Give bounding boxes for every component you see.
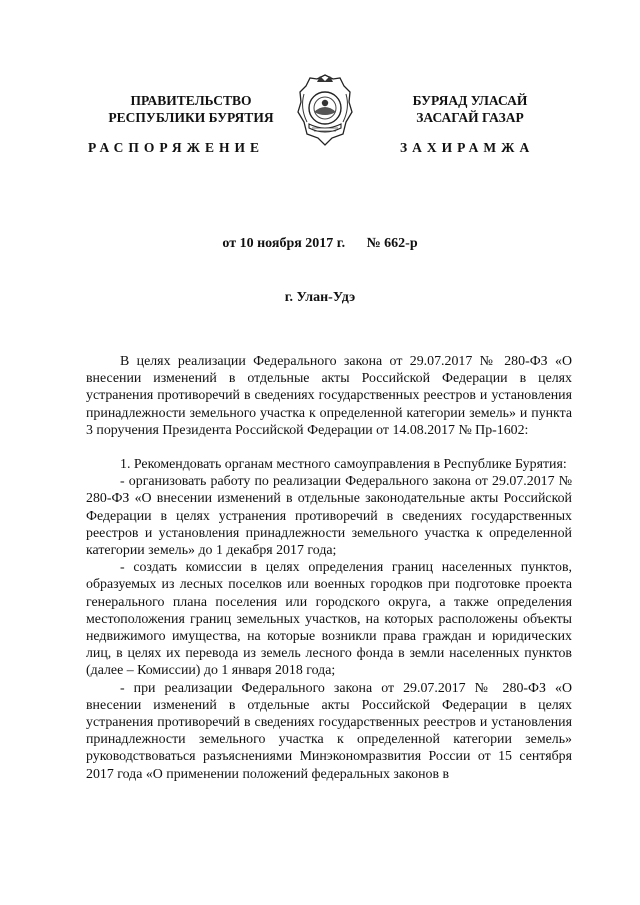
doc-type-buryat: ЗАХИРАМЖА [400, 140, 535, 155]
doc-type-russian: РАСПОРЯЖЕНИЕ [88, 140, 265, 155]
document-number: № 662-р [366, 236, 418, 251]
body-paragraph-organize: - организовать работу по реализации Федерального закона от 29.07.2017 № 280-ФЗ «О внесении изменений в отдельные законодательные акты Российской Федерации в целях устранения противоречий в сведениях государственных реестров и установления принадлежности земельного участка к определенной категории земель» до 1 декабря 2017 года; [86, 474, 572, 559]
body-paragraph-preamble: В целях реализации Федерального закона от 29.07.2017 № 280-ФЗ «О внесении изменений в отдельные акты Российской Федерации в целях устранения противоречий в сведениях государственных реестров и установления принадлежности земельного участка к определенной категории земель» и пункта 3 поручения Президента Российской Федерации от 14.08.2017 № Пр-1602: [86, 354, 572, 438]
body-paragraph-commissions: - создать комиссии в целях определения границ населенных пунктов, образуемых из лесных поселков или военных городков при подготовке проекта генерального плана поселения или городского округа, а также определения местоположения границ земельных участков, на которых расположены объекты недвижимого имущества, на которые возникли права граждан и юридических лиц, в целях их перевода из земель лесного фонда в земли населенных пунктов (далее – Комиссии) до 1 января 2018 года; [86, 560, 572, 679]
document-date: от 10 ноября 2017 г. [222, 236, 346, 251]
header-right-line1: БУРЯАД УЛАСАЙ [412, 93, 528, 108]
coat-of-arms-emblem-icon [296, 72, 354, 148]
government-header-buryat [380, 92, 560, 126]
header-left-line1: ПРАВИТЕЛЬСТВО [130, 93, 252, 108]
document-body [86, 353, 572, 783]
body-paragraph-guidance: - при реализации Федерального закона от 29.07.2017 № 280-ФЗ «О внесении изменений в отдельные акты Российской Федерации в целях устранения противоречий в сведениях государственных реестров и установления принадлежности земельного участка к определенной категории земель» руководствоваться разъяснениями Минэкономразвития России от 15 сентября 2017 года «О применении положений федеральных законов в [86, 680, 572, 782]
header-left-line2: РЕСПУБЛИКИ БУРЯТИЯ [108, 110, 274, 125]
date-number-line [0, 236, 640, 252]
government-header-russian [96, 92, 286, 126]
document-city: г. Улан-Удэ [284, 290, 356, 305]
body-paragraph-item-1: 1. Рекомендовать органам местного самоуправления в Республике Бурятия: [120, 457, 567, 473]
header-right-line2: ЗАСАГАЙ ГАЗАР [416, 110, 524, 125]
